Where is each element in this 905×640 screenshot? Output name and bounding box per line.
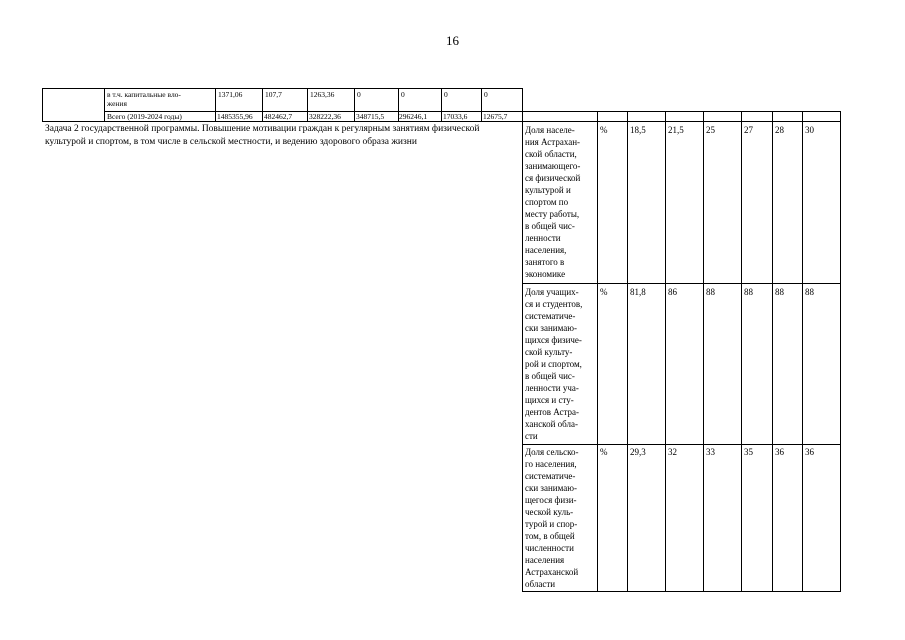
capital-row-value: 0: [401, 90, 405, 99]
capital-row-value: 0: [357, 90, 361, 99]
table-line: [522, 88, 523, 592]
indicator-value: 33: [706, 447, 715, 457]
total-row-value: 12675,7: [483, 112, 508, 121]
table-line: [522, 444, 841, 445]
indicator-value: 35: [744, 447, 753, 457]
indicator-value: 21,5: [668, 125, 684, 135]
table-line: [481, 88, 482, 121]
table-line: [307, 88, 308, 121]
page-number: 16: [446, 33, 459, 48]
indicator-name: Доля населе- ния Астрахан- ской области, занимающего- ся физической культурой и спортом по месту работы, в общей чис- ленности населения, занятого в экономике: [525, 125, 581, 279]
table-line: [522, 111, 841, 112]
indicator-value: 28: [775, 125, 784, 135]
indicator-value: 86: [668, 287, 677, 297]
indicator-unit: %: [600, 125, 608, 135]
table-line: [262, 88, 263, 121]
indicator-value: 25: [706, 125, 715, 135]
table-line: [840, 111, 841, 592]
table-line: [215, 88, 216, 121]
table-line: [741, 111, 742, 592]
indicator-value: 30: [805, 125, 814, 135]
table-line: [42, 121, 841, 122]
indicator-value: 88: [805, 287, 814, 297]
task-description: Задача 2 государственной программы. Повышение мотивации граждан к регулярным занятиям физической культурой и спортом, в том числе в сельской местности, и ведению здорового образа жизни: [45, 124, 480, 147]
total-row-value: 296246,1: [399, 112, 428, 121]
indicator-value: 81,8: [630, 287, 646, 297]
capital-row-value: 0: [444, 90, 448, 99]
table-line: [665, 111, 666, 592]
total-row-value: 1485355,96: [217, 112, 253, 121]
table-line: [802, 111, 803, 592]
table-line: [441, 88, 442, 121]
indicator-value: 36: [805, 447, 814, 457]
total-row-value: 348715,5: [356, 112, 385, 121]
table-line: [42, 88, 522, 89]
capital-row-value: 0: [484, 90, 488, 99]
total-row-value: 328222,36: [309, 112, 341, 121]
table-line: [522, 283, 841, 284]
indicator-name: Доля учащих- ся и студентов, систематиче- ски занимаю- щихся физиче- ской культу- рой и спортом, в общей чис- ленности уча- щихся и сту- дентов Астра- ханской обла- сти: [525, 287, 583, 441]
indicator-value: 88: [744, 287, 753, 297]
table-line: [627, 111, 628, 592]
table-line: [354, 88, 355, 121]
indicator-value: 29,3: [630, 447, 646, 457]
indicator-name: Доля сельско- го населения, систематиче- ски занимаю- щегося физи- ческой куль- турой и спор- том, в общей численности населения Астраханской области: [525, 447, 579, 589]
total-row-label: Всего (2019-2024 годы): [107, 112, 182, 121]
indicator-value: 88: [706, 287, 715, 297]
total-row-value: 17033,6: [443, 112, 468, 121]
indicator-value: 32: [668, 447, 677, 457]
indicator-value: 27: [744, 125, 753, 135]
table-line: [42, 88, 43, 121]
indicator-unit: %: [600, 447, 608, 457]
indicator-unit: %: [600, 287, 608, 297]
capital-row-value: 1371,06: [218, 90, 243, 99]
table-line: [597, 111, 598, 592]
total-row-value: 482462,7: [264, 112, 293, 121]
capital-row-value: 107,7: [265, 90, 282, 99]
table-line: [703, 111, 704, 592]
indicator-value: 88: [775, 287, 784, 297]
table-line: [772, 111, 773, 592]
table-line: [522, 591, 841, 592]
table-line: [104, 88, 105, 121]
capital-row-value: 1263,36: [310, 90, 335, 99]
indicator-value: 18,5: [630, 125, 646, 135]
indicator-value: 36: [775, 447, 784, 457]
capital-row-label: в т.ч. капитальные вло- жения: [107, 90, 181, 108]
